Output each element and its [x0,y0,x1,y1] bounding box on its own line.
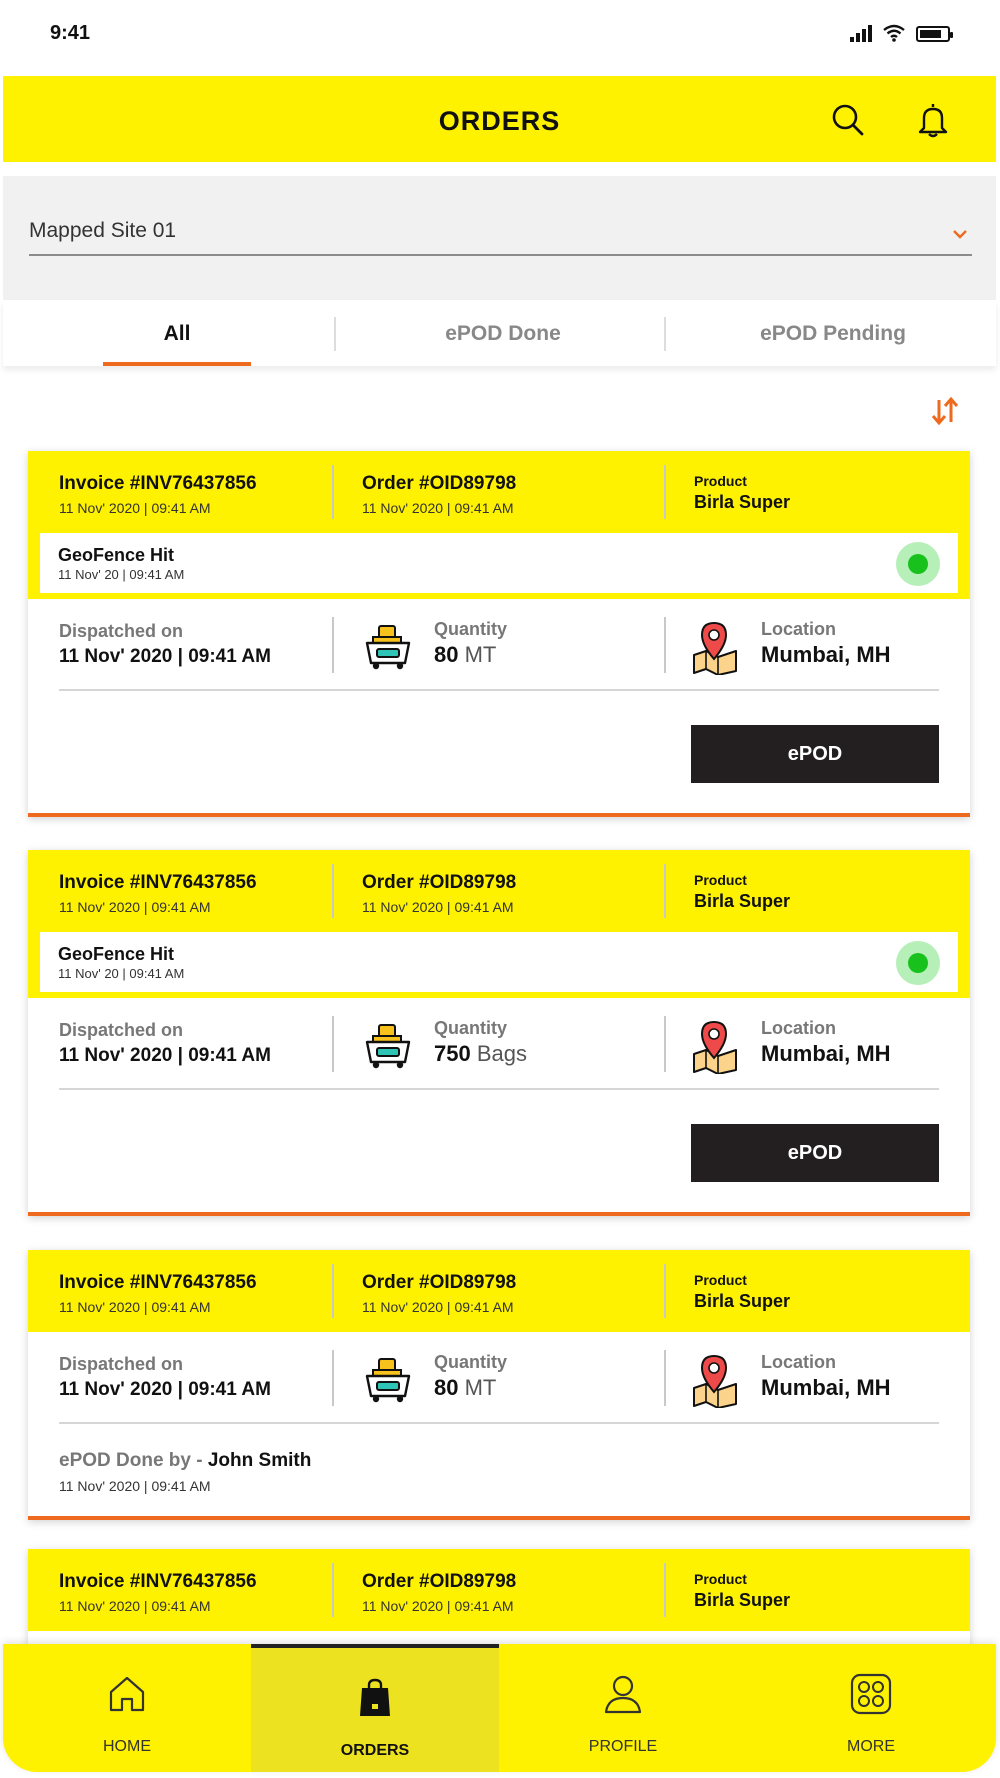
quantity-label: Quantity [434,619,508,639]
status-icons [850,24,950,42]
wifi-icon [882,24,906,42]
location-value: Mumbai, MH [761,1375,891,1400]
invoice-block [59,1272,257,1315]
map-pin-icon [688,619,742,675]
invoice-date: 11 Nov' 2020 | 09:41 AM [59,1299,211,1315]
product-block [694,1272,790,1312]
location-value: Mumbai, MH [761,642,891,667]
location-block [761,1018,891,1067]
product-label: Product [694,1571,747,1587]
divider [664,1264,666,1318]
quantity-value [434,1375,507,1401]
dispatched-label: Dispatched on [59,1354,184,1374]
quantity-block [434,619,507,668]
order-block [362,473,516,516]
product-block [694,473,790,513]
order-date: 11 Nov' 2020 | 09:41 AM [362,1598,514,1614]
dispatched-value: 11 Nov' 2020 | 09:41 AM [59,646,271,667]
bell-icon[interactable] [913,100,953,140]
order-date: 11 Nov' 2020 | 09:41 AM [362,899,514,915]
map-pin-icon [688,1352,742,1408]
nav-home[interactable] [3,1644,251,1772]
epod-done-by [59,1450,311,1472]
invoice-number: Invoice #INV76437856 [59,872,257,893]
tab-divider [664,317,666,351]
shopping-bag-icon [353,1676,397,1720]
quantity-unit: MT [464,1375,497,1400]
geofence-wrapper [28,932,970,998]
tab-epod-pending[interactable]: ePOD Pending [760,322,906,345]
divider [332,1016,334,1072]
bottom-nav [3,1644,996,1772]
divider [332,1563,334,1617]
quantity-number: 80 [434,642,459,667]
geofence-title: GeoFence Hit [58,545,175,565]
product-name: Birla Super [694,1291,791,1311]
divider [664,1350,666,1406]
epod-done-user: John Smith [207,1450,312,1471]
order-number: Order #OID89798 [362,872,517,893]
product-label: Product [694,473,747,489]
tab-divider [334,317,336,351]
product-label: Product [694,1272,747,1288]
order-date: 11 Nov' 2020 | 09:41 AM [362,500,514,516]
order-card-header [28,1549,970,1631]
quantity-label: Quantity [434,1018,508,1038]
order-date: 11 Nov' 2020 | 09:41 AM [362,1299,514,1315]
search-icon[interactable] [828,100,868,140]
invoice-number: Invoice #INV76437856 [59,1571,257,1592]
nav-label: PROFILE [588,1738,658,1755]
signal-icon [850,24,872,42]
sort-icon[interactable] [928,394,962,428]
geofence-indicator-icon [896,542,940,586]
location-block [761,1352,891,1401]
tab-epod-done[interactable]: ePOD Done [445,322,561,345]
order-info-row [28,1332,970,1424]
page-title: ORDERS [438,106,561,136]
order-card[interactable] [28,1250,970,1520]
invoice-date: 11 Nov' 2020 | 09:41 AM [59,1598,211,1614]
product-name: Birla Super [694,492,791,512]
order-number: Order #OID89798 [362,1571,517,1592]
divider [664,1016,666,1072]
geofence-date: 11 Nov' 20 | 09:41 AM [58,567,185,582]
order-card[interactable] [28,451,970,817]
epod-done-date: 11 Nov' 2020 | 09:41 AM [59,1478,211,1494]
status-time: 9:41 [50,22,91,44]
product-name: Birla Super [694,1590,791,1610]
order-info-row [28,599,970,691]
epod-done-info [28,1424,970,1516]
card-actions [28,691,970,813]
location-label: Location [761,1018,836,1038]
product-name: Birla Super [694,891,791,911]
order-card-header [28,850,970,932]
epod-button[interactable]: ePOD [691,725,939,783]
divider [664,1563,666,1617]
geofence-status [40,932,958,992]
divider [332,617,334,673]
battery-icon [916,26,950,42]
dispatch-block [59,621,271,668]
nav-more[interactable] [747,1644,995,1772]
location-value: Mumbai, MH [761,1041,891,1066]
nav-label: HOME [103,1738,151,1755]
quantity-label: Quantity [434,1352,508,1372]
dispatched-label: Dispatched on [59,1020,184,1040]
order-number: Order #OID89798 [362,1272,517,1293]
quantity-unit: Bags [476,1041,527,1066]
app-header [3,76,996,162]
order-info-row [28,998,970,1090]
weighing-scale-icon [361,623,415,671]
dispatch-block [59,1354,271,1401]
weighing-scale-icon [361,1356,415,1404]
site-selector-value: Mapped Site 01 [29,219,177,242]
nav-label: MORE [847,1738,895,1755]
quantity-number: 80 [434,1375,459,1400]
dispatched-value: 11 Nov' 2020 | 09:41 AM [59,1379,271,1400]
quantity-block [434,1352,507,1401]
nav-label: ORDERS [340,1742,410,1759]
site-selector[interactable] [3,176,996,300]
weighing-scale-icon [361,1022,415,1070]
invoice-number: Invoice #INV76437856 [59,473,257,494]
product-block [694,1571,790,1611]
dispatched-value: 11 Nov' 2020 | 09:41 AM [59,1045,271,1066]
order-card-header [28,1250,970,1332]
divider [664,617,666,673]
invoice-date: 11 Nov' 2020 | 09:41 AM [59,500,211,516]
home-icon [105,1672,149,1716]
location-label: Location [761,619,836,639]
quantity-number: 750 [434,1041,471,1066]
divider [332,465,334,519]
site-selector-underline [29,254,972,256]
order-number: Order #OID89798 [362,473,517,494]
nav-orders[interactable] [251,1644,499,1772]
active-tab-indicator [103,362,251,366]
grid-icon [849,1672,893,1716]
divider [332,1264,334,1318]
order-block [362,1272,516,1315]
invoice-block [59,1571,257,1614]
order-block [362,872,516,915]
product-label: Product [694,872,747,888]
product-block [694,872,790,912]
invoice-number: Invoice #INV76437856 [59,1272,257,1293]
quantity-value [434,642,507,668]
order-card-header [28,451,970,533]
location-label: Location [761,1352,836,1372]
geofence-date: 11 Nov' 20 | 09:41 AM [58,966,185,981]
invoice-block [59,473,257,516]
location-block [761,619,891,668]
map-pin-icon [688,1018,742,1074]
divider [664,864,666,918]
order-card[interactable] [28,850,970,1216]
filter-tabs [3,300,996,366]
epod-button[interactable]: ePOD [691,1124,939,1182]
geofence-indicator-icon [896,941,940,985]
divider [332,864,334,918]
dispatch-block [59,1020,271,1067]
quantity-value [434,1041,527,1067]
divider [332,1350,334,1406]
order-block [362,1571,516,1614]
divider [664,465,666,519]
invoice-date: 11 Nov' 2020 | 09:41 AM [59,899,211,915]
nav-profile[interactable] [499,1644,747,1772]
card-actions [28,1090,970,1212]
chevron-down-icon [952,226,968,242]
quantity-block [434,1018,527,1067]
epod-done-prefix: ePOD Done by - [59,1450,208,1471]
quantity-unit: MT [464,642,497,667]
dispatched-label: Dispatched on [59,621,184,641]
geofence-wrapper [28,533,970,599]
user-icon [601,1672,645,1716]
geofence-title: GeoFence Hit [58,944,175,964]
status-bar [0,0,1000,74]
invoice-block [59,872,257,915]
tab-all[interactable]: All [163,322,191,345]
geofence-status [40,533,958,593]
